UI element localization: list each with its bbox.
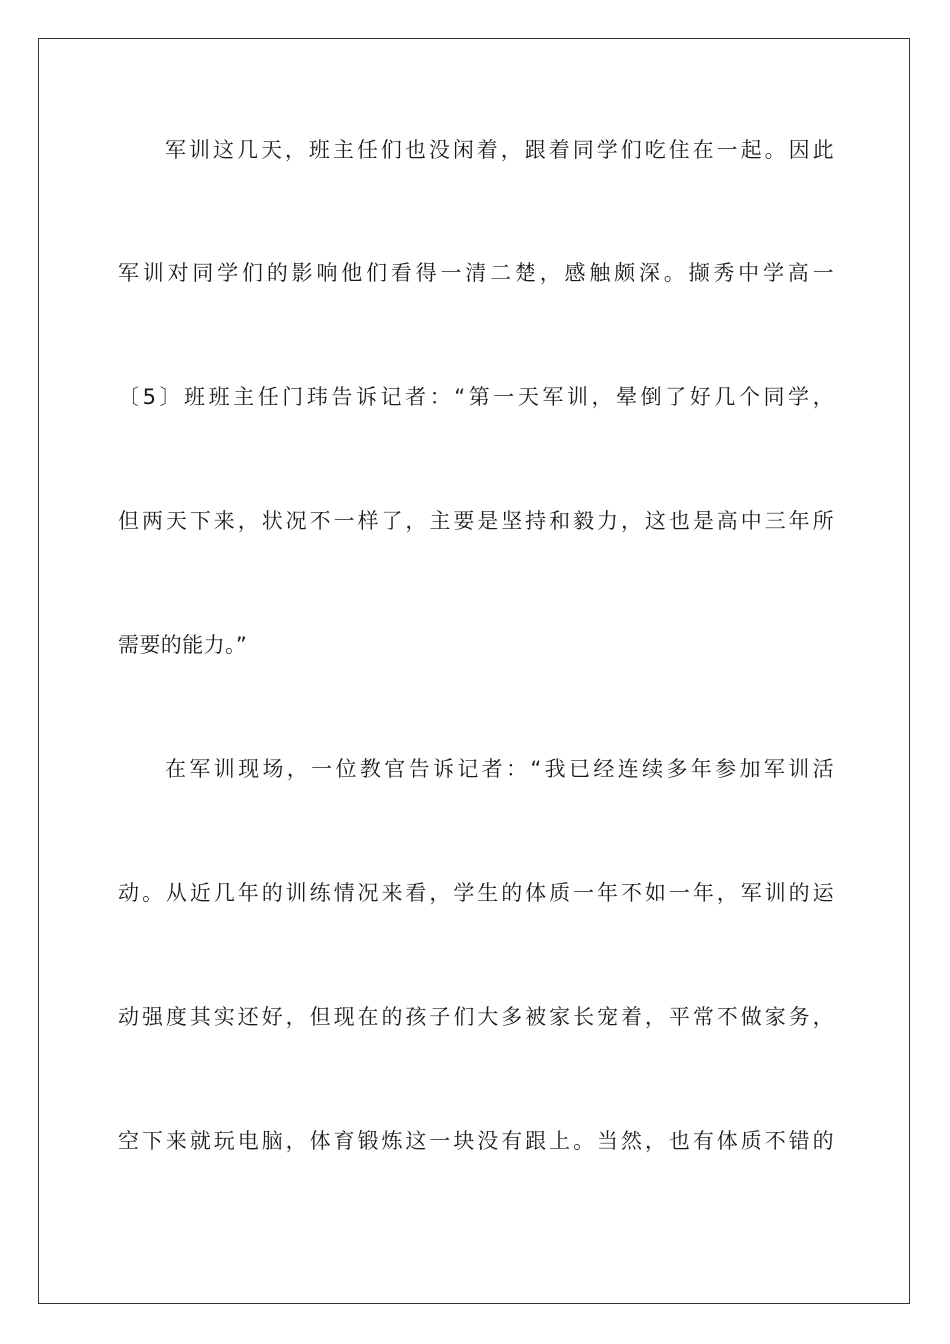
paragraph-2-line-4: 空下来就玩电脑，体育锻炼这一块没有跟上。当然，也有体质不错的 [118,1129,834,1153]
paragraph-1-line-3: 〔5〕班班主任门玮告诉记者：“第一天军训，晕倒了好几个同学， [118,385,834,409]
paragraph-2-line-1: 在军训现场，一位教官告诉记者：“我已经连续多年参加军训活 [165,757,834,781]
paragraph-1-line-2: 军训对同学们的影响他们看得一清二楚，感触颇深。撷秀中学高一 [118,261,834,285]
paragraph-1-line-1: 军训这几天，班主任们也没闲着，跟着同学们吃住在一起。因此 [165,138,834,162]
paragraph-2-line-2: 动。从近几年的训练情况来看，学生的体质一年不如一年，军训的运 [118,881,834,905]
paragraph-1-line-5: 需要的能力。” [118,633,248,657]
paragraph-2-line-3: 动强度其实还好，但现在的孩子们大多被家长宠着，平常不做家务， [118,1005,834,1029]
paragraph-1-line-4: 但两天下来，状况不一样了，主要是坚持和毅力，这也是高中三年所 [118,509,834,533]
page-border [38,38,910,1304]
